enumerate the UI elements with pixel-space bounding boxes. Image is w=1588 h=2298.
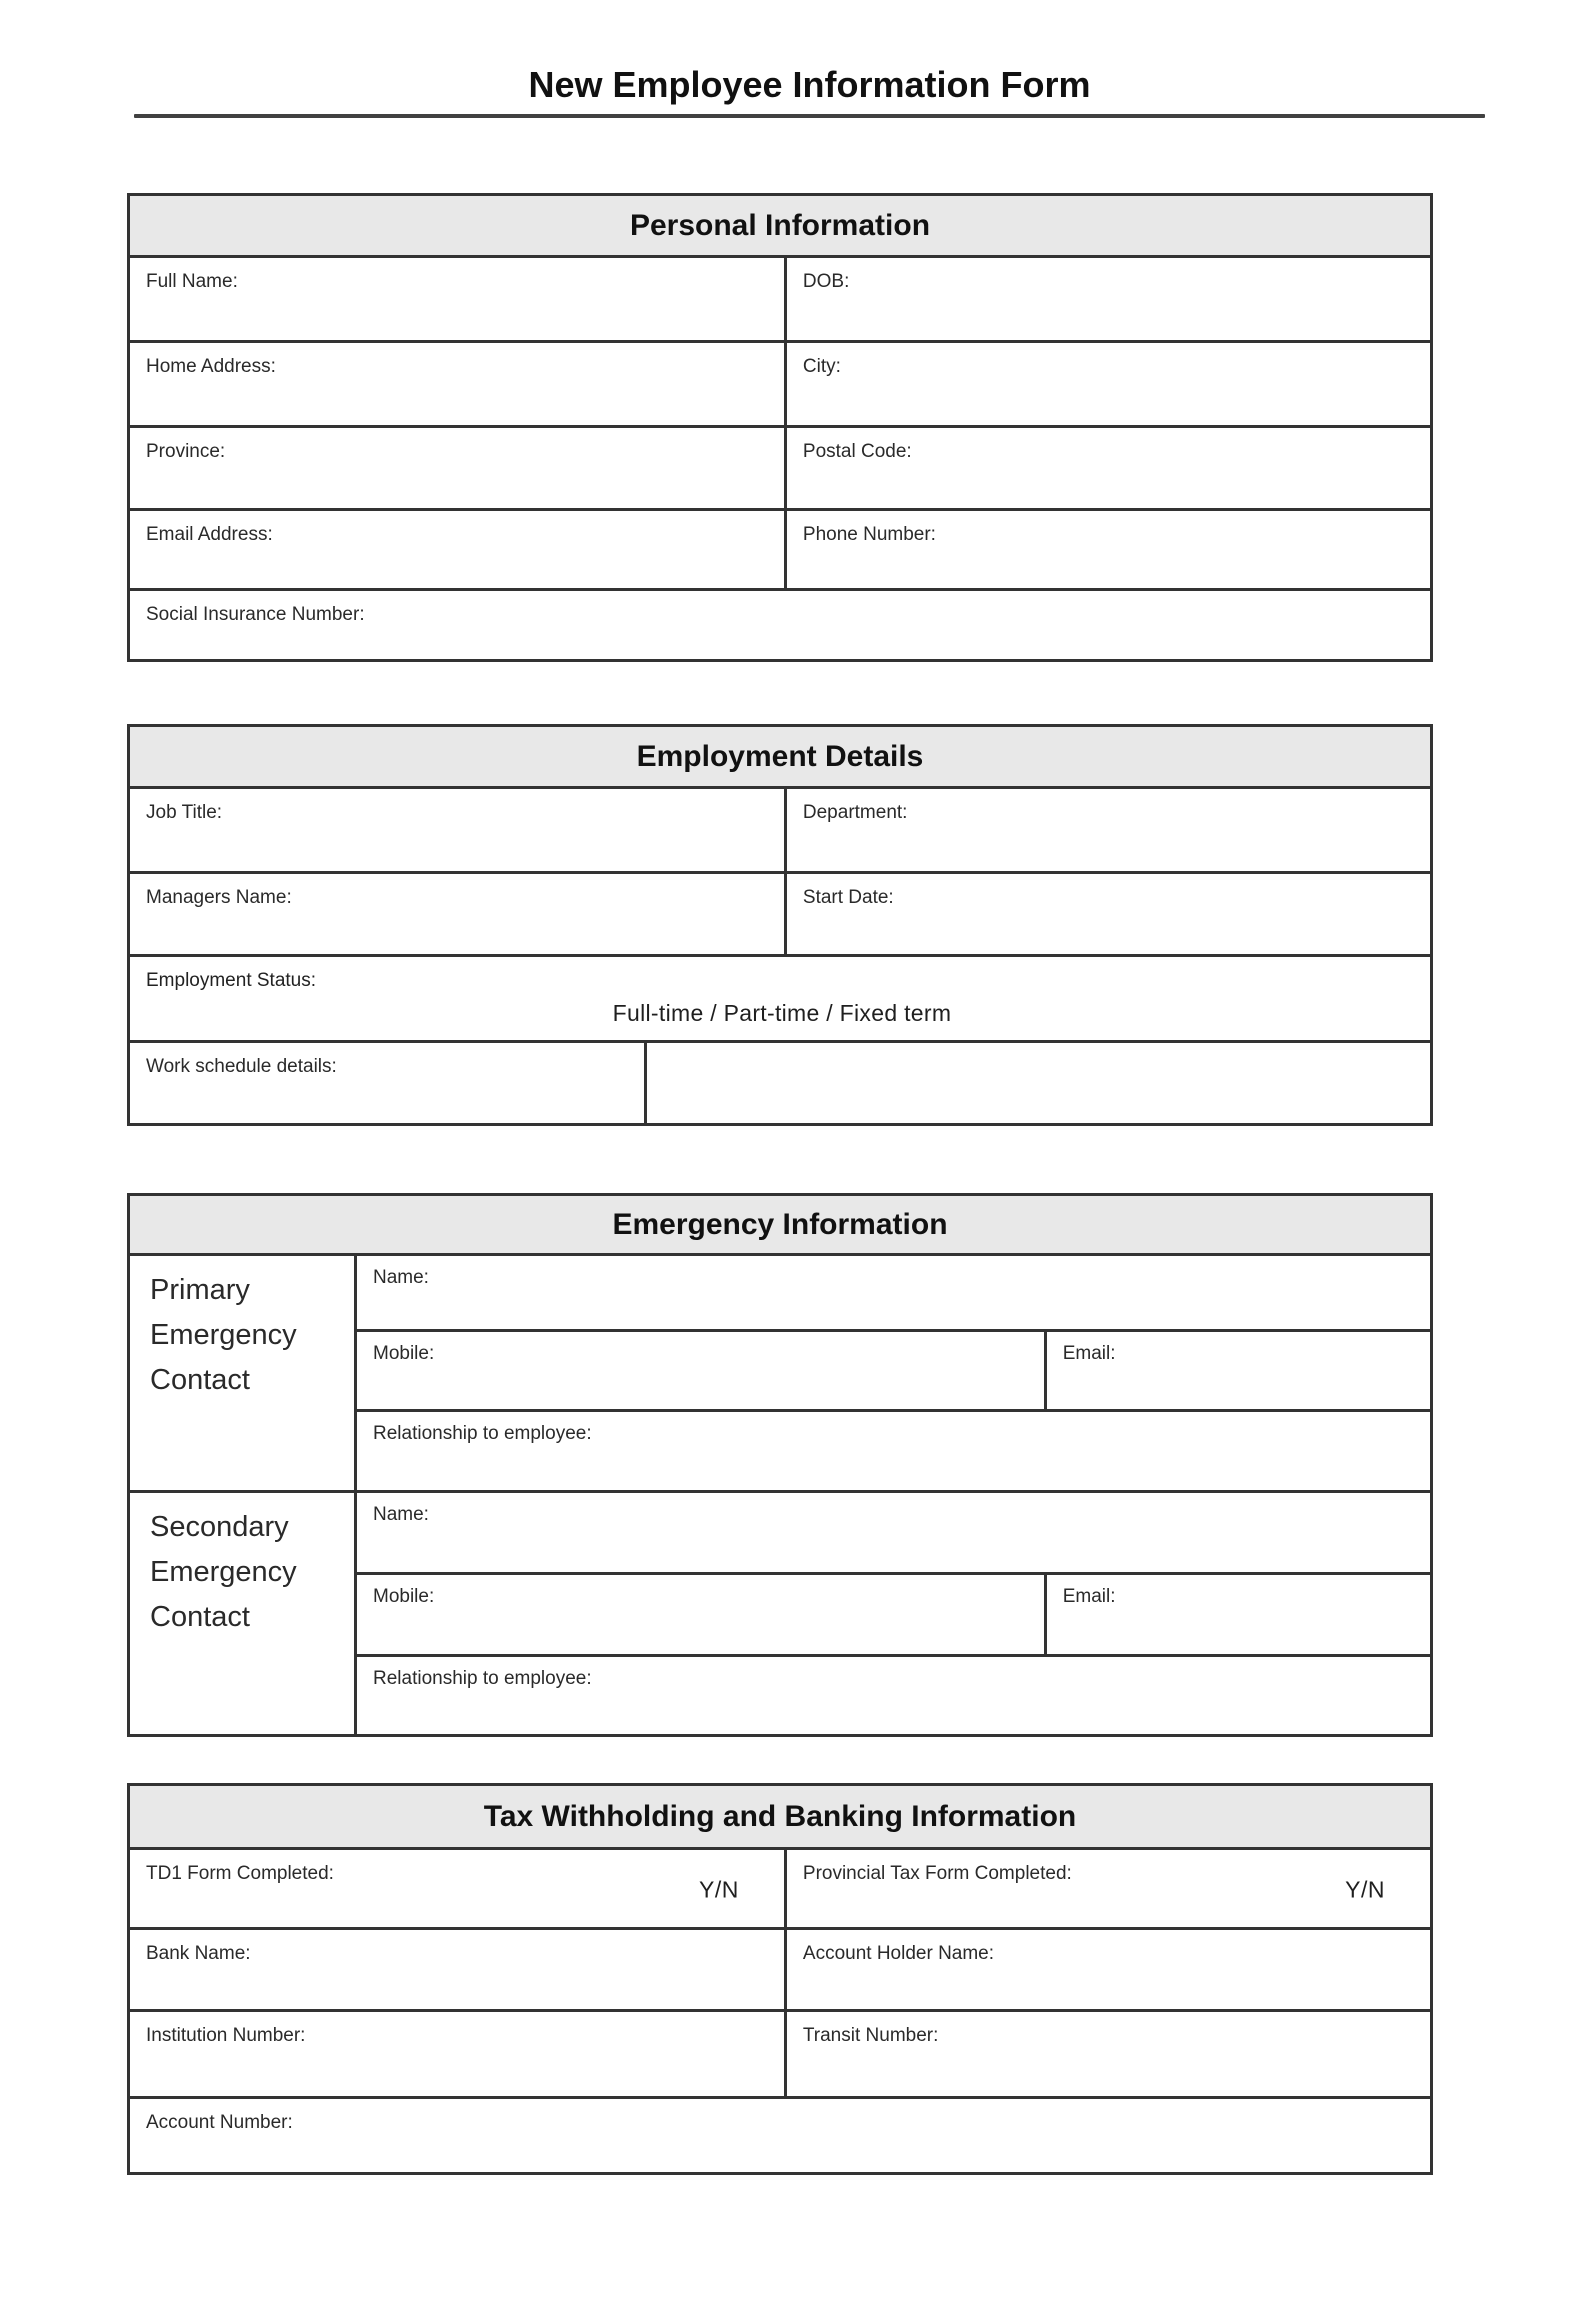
phone-number-label: Phone Number: bbox=[802, 524, 936, 545]
primary-mobile-label: Mobile: bbox=[373, 1343, 435, 1364]
table-row bbox=[357, 1575, 1430, 1657]
department-label: Department: bbox=[802, 802, 908, 823]
managers-name-label: Managers Name: bbox=[146, 887, 292, 908]
secondary-email-field[interactable] bbox=[1044, 1575, 1430, 1654]
managers-name-field[interactable] bbox=[130, 874, 784, 954]
primary-mobile-field[interactable] bbox=[357, 1332, 1044, 1409]
dob-label: DOB: bbox=[802, 271, 850, 292]
emergency-information-header: Emergency Information bbox=[130, 1196, 1430, 1256]
table-row bbox=[130, 428, 1430, 511]
secondary-name-field[interactable] bbox=[357, 1493, 1430, 1572]
table-row bbox=[130, 789, 1430, 874]
employment-status-field[interactable] bbox=[130, 957, 1430, 1043]
page-title: New Employee Information Form bbox=[528, 64, 1091, 105]
department-field[interactable] bbox=[784, 789, 1430, 871]
email-address-label: Email Address: bbox=[146, 524, 273, 545]
provincial-yn-option[interactable]: Y/N bbox=[1345, 1876, 1385, 1903]
primary-relationship-field[interactable] bbox=[357, 1412, 1430, 1490]
work-schedule-value-field[interactable] bbox=[644, 1043, 1431, 1123]
employment-status-options[interactable]: Full-time / Part-time / Fixed term bbox=[612, 1000, 952, 1026]
primary-email-field[interactable] bbox=[1044, 1332, 1430, 1409]
account-number-label: Account Number: bbox=[146, 2112, 293, 2133]
tax-banking-header: Tax Withholding and Banking Information bbox=[130, 1786, 1430, 1850]
job-title-label: Job Title: bbox=[146, 802, 223, 823]
table-row bbox=[130, 1930, 1430, 2012]
table-row bbox=[357, 1657, 1430, 1734]
td1-yn-option[interactable]: Y/N bbox=[699, 1876, 739, 1903]
table-row bbox=[130, 591, 1430, 659]
full-name-label: Full Name: bbox=[146, 271, 238, 292]
transit-number-label: Transit Number: bbox=[802, 2025, 939, 2046]
table-row bbox=[130, 2099, 1430, 2172]
provincial-tax-form-label: Provincial Tax Form Completed: bbox=[802, 1863, 1072, 1884]
secondary-name-label: Name: bbox=[373, 1504, 429, 1525]
secondary-contact-rows bbox=[357, 1493, 1430, 1734]
secondary-relationship-label: Relationship to employee: bbox=[373, 1668, 592, 1689]
table-row bbox=[357, 1332, 1430, 1412]
work-schedule-label: Work schedule details: bbox=[146, 1056, 337, 1077]
table-row bbox=[357, 1256, 1430, 1332]
account-holder-field[interactable] bbox=[784, 1930, 1430, 2009]
table-row bbox=[130, 874, 1430, 957]
institution-number-label: Institution Number: bbox=[146, 2025, 306, 2046]
table-row bbox=[357, 1412, 1430, 1490]
table-row bbox=[357, 1493, 1430, 1575]
postal-code-label: Postal Code: bbox=[802, 441, 912, 462]
city-field[interactable] bbox=[784, 343, 1430, 425]
work-schedule-label-cell bbox=[130, 1043, 644, 1123]
employment-status-label: Employment Status: bbox=[146, 970, 317, 991]
table-row bbox=[130, 1043, 1430, 1123]
transit-number-field[interactable] bbox=[784, 2012, 1430, 2096]
personal-information-table bbox=[127, 193, 1433, 662]
home-address-field[interactable] bbox=[130, 343, 784, 425]
provincial-tax-form-field[interactable] bbox=[784, 1850, 1430, 1927]
primary-name-field[interactable] bbox=[357, 1256, 1430, 1329]
account-number-field[interactable] bbox=[130, 2099, 1430, 2172]
sin-field[interactable] bbox=[130, 591, 1430, 659]
sin-label: Social Insurance Number: bbox=[146, 604, 365, 625]
postal-code-field[interactable] bbox=[784, 428, 1430, 508]
full-name-field[interactable] bbox=[130, 258, 784, 340]
province-field[interactable] bbox=[130, 428, 784, 508]
city-label: City: bbox=[802, 356, 841, 377]
personal-information-header: Personal Information bbox=[130, 196, 1430, 258]
table-row bbox=[130, 2012, 1430, 2099]
secondary-relationship-field[interactable] bbox=[357, 1657, 1430, 1734]
start-date-label: Start Date: bbox=[802, 887, 894, 908]
primary-name-label: Name: bbox=[373, 1267, 429, 1288]
secondary-mobile-field[interactable] bbox=[357, 1575, 1044, 1654]
dob-field[interactable] bbox=[784, 258, 1430, 340]
employment-details-table bbox=[127, 724, 1433, 1126]
job-title-field[interactable] bbox=[130, 789, 784, 871]
primary-email-label: Email: bbox=[1062, 1343, 1116, 1364]
table-row bbox=[130, 511, 1430, 591]
secondary-contact-label: Secondary Emergency Contact bbox=[130, 1493, 357, 1734]
secondary-contact-block bbox=[130, 1493, 1430, 1734]
title-divider-rule bbox=[134, 114, 1485, 118]
table-row bbox=[130, 343, 1430, 428]
td1-form-field[interactable] bbox=[130, 1850, 784, 1927]
account-holder-label: Account Holder Name: bbox=[802, 1943, 995, 1964]
start-date-field[interactable] bbox=[784, 874, 1430, 954]
secondary-mobile-label: Mobile: bbox=[373, 1586, 435, 1607]
primary-contact-label: Primary Emergency Contact bbox=[130, 1256, 357, 1490]
tax-banking-table bbox=[127, 1783, 1433, 2175]
phone-number-field[interactable] bbox=[784, 511, 1430, 588]
bank-name-field[interactable] bbox=[130, 1930, 784, 2009]
emergency-information-table bbox=[127, 1193, 1433, 1737]
secondary-email-label: Email: bbox=[1062, 1586, 1116, 1607]
home-address-label: Home Address: bbox=[146, 356, 276, 377]
bank-name-label: Bank Name: bbox=[146, 1943, 251, 1964]
table-row bbox=[130, 258, 1430, 343]
institution-number-field[interactable] bbox=[130, 2012, 784, 2096]
employment-details-header: Employment Details bbox=[130, 727, 1430, 789]
province-label: Province: bbox=[146, 441, 226, 462]
email-address-field[interactable] bbox=[130, 511, 784, 588]
table-row bbox=[130, 1850, 1430, 1930]
primary-contact-rows bbox=[357, 1256, 1430, 1490]
primary-contact-block bbox=[130, 1256, 1430, 1493]
td1-form-label: TD1 Form Completed: bbox=[146, 1863, 334, 1884]
primary-relationship-label: Relationship to employee: bbox=[373, 1423, 592, 1444]
